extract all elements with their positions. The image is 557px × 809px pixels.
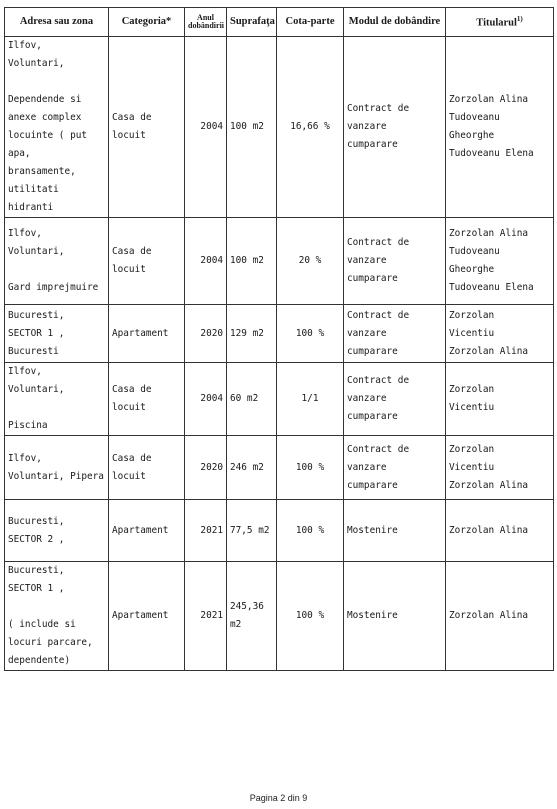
cell-address: Bucuresti, SECTOR 1 , Bucuresti [5,305,109,363]
cell-owner: Zorzolan Vicentiu Zorzolan Alina [446,436,554,500]
cell-address: Bucuresti, SECTOR 2 , [5,500,109,562]
cell-area: 246 m2 [227,436,277,500]
cell-category: Apartament [109,500,185,562]
cell-owner: Zorzolan Alina [446,562,554,671]
page-number: Pagina 2 din 9 [249,793,308,803]
cell-acquisition-mode: Mostenire [344,500,446,562]
cell-category: Casa de locuit [109,363,185,436]
cell-year: 2020 [185,305,227,363]
table-header-row [5,8,554,37]
header-owner-label: Titularul [476,17,517,29]
header-share: Cota-parte [277,8,344,37]
cell-year: 2004 [185,363,227,436]
table-row [5,500,554,562]
cell-address: Ilfov, Voluntari, Piscina [5,363,109,436]
table-row [5,363,554,436]
cell-category: Casa de locuit [109,436,185,500]
cell-area: 100 m2 [227,37,277,218]
table-row [5,436,554,500]
table-row [5,562,554,671]
header-acquisition-mode: Modul de dobândire [344,8,446,37]
cell-year: 2020 [185,436,227,500]
cell-category: Casa de locuit [109,37,185,218]
cell-address: Bucuresti, SECTOR 1 , ( include si locuri parcare, dependente) [5,562,109,671]
table-row [5,218,554,305]
cell-share: 20 % [277,218,344,305]
cell-acquisition-mode: Contract de vanzare cumparare [344,305,446,363]
cell-year: 2004 [185,37,227,218]
cell-category: Apartament [109,562,185,671]
cell-share: 100 % [277,500,344,562]
cell-share: 100 % [277,436,344,500]
cell-acquisition-mode: Contract de vanzare cumparare [344,436,446,500]
cell-area: 245,36 m2 [227,562,277,671]
header-category: Categoria* [109,8,185,37]
cell-owner: Zorzolan Alina Tudoveanu Gheorghe Tudoveanu Elena [446,218,554,305]
cell-share: 100 % [277,562,344,671]
cell-owner: Zorzolan Alina [446,500,554,562]
cell-owner: Zorzolan Alina Tudoveanu Gheorghe Tudoveanu Elena [446,37,554,218]
cell-acquisition-mode: Mostenire [344,562,446,671]
table-body [5,37,554,671]
cell-acquisition-mode: Contract de vanzare cumparare [344,37,446,218]
cell-share: 16,66 % [277,37,344,218]
cell-address: Ilfov, Voluntari, Dependende si anexe complex locuinte ( put apa, bransamente, utilitati hidranti [5,37,109,218]
cell-category: Casa de locuit [109,218,185,305]
cell-year: 2021 [185,562,227,671]
header-area: Suprafaţa [227,8,277,37]
header-owner [446,8,554,37]
cell-acquisition-mode: Contract de vanzare cumparare [344,218,446,305]
cell-owner: Zorzolan Vicentiu [446,363,554,436]
table-row [5,37,554,218]
cell-year: 2004 [185,218,227,305]
cell-year: 2021 [185,500,227,562]
cell-area: 77,5 m2 [227,500,277,562]
cell-area: 60 m2 [227,363,277,436]
header-owner-footnote: 1) [516,14,523,23]
cell-area: 129 m2 [227,305,277,363]
cell-acquisition-mode: Contract de vanzare cumparare [344,363,446,436]
assets-table [4,7,554,671]
table-row [5,305,554,363]
cell-area: 100 m2 [227,218,277,305]
cell-address: Ilfov, Voluntari, Pipera [5,436,109,500]
header-address: Adresa sau zona [5,8,109,37]
cell-share: 100 % [277,305,344,363]
cell-owner: Zorzolan Vicentiu Zorzolan Alina [446,305,554,363]
cell-share: 1/1 [277,363,344,436]
cell-address: Ilfov, Voluntari, Gard imprejmuire [5,218,109,305]
header-year: Anul dobândirii [185,8,227,37]
cell-category: Apartament [109,305,185,363]
